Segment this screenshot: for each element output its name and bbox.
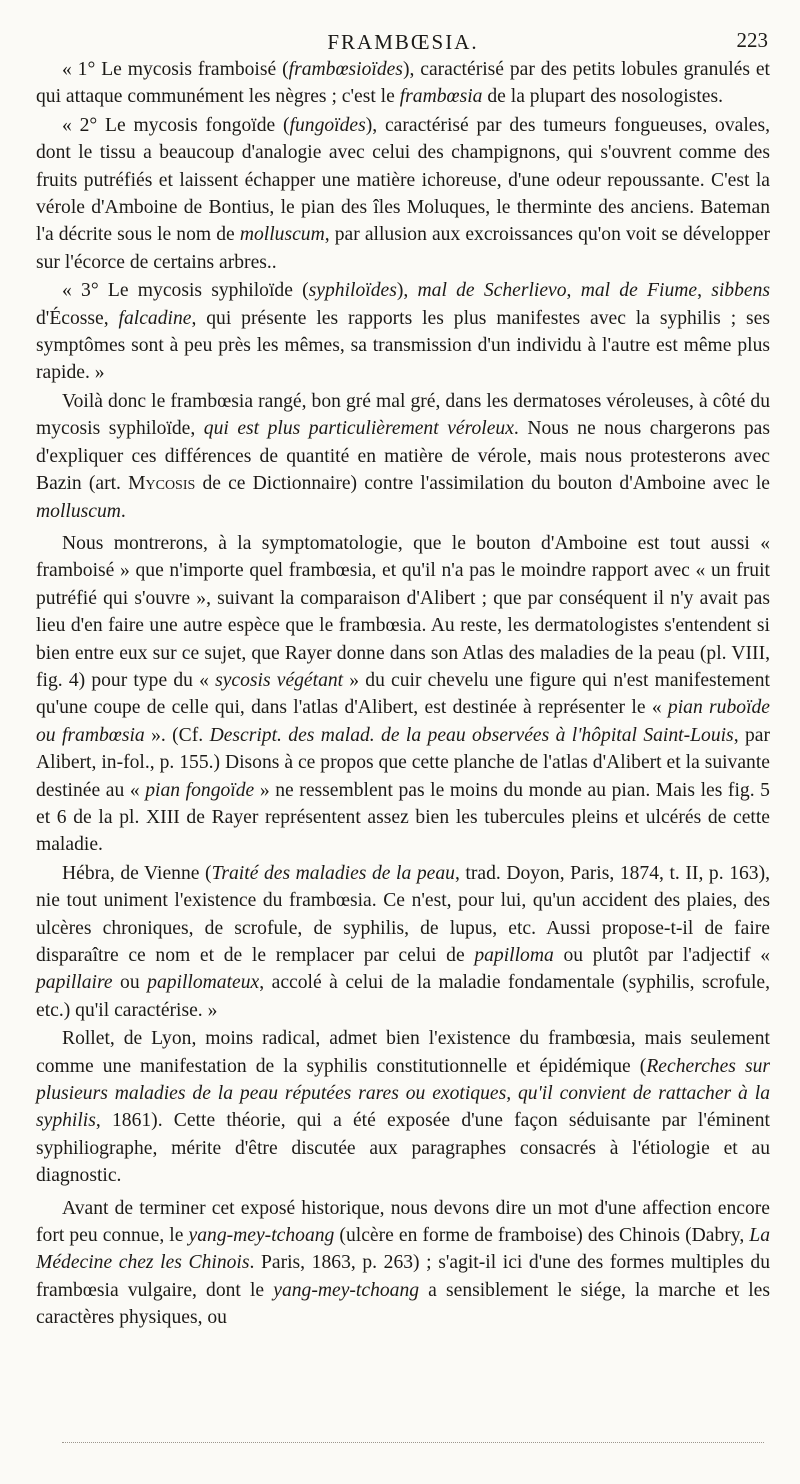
paragraph-yang-mey-tchoang bbox=[36, 1195, 770, 1332]
paragraph-mycosis-framboise bbox=[36, 56, 770, 111]
italic-run: qui est plus particulièrement véroleux bbox=[203, 418, 514, 440]
text-run: « 2° Le mycosis fongoïde ( bbox=[62, 114, 290, 136]
italic-run: papillaire bbox=[36, 972, 113, 994]
text-run: Nous montrerons, à la symptomatologie, que le bouton d'Amboine est tout aussi « framboisé » que n'importe quel frambœsia, et qu'il n'a pas le moindre rapport avec « un fruit putréfié qui s'ouvre », suivant la comparaison d'Alibert ; que par conséquent il n'y avait pas lieu d'en faire une autre espèce que le frambœsia. Au reste, les dermatologistes s'entendent si bien entre eux sur ce sujet, que Rayer donne dans son Atlas des maladies de la peau (pl. VIII, fig. 4) pour type du « bbox=[36, 532, 770, 691]
text-run: ou plutôt par l'adjectif « bbox=[553, 945, 770, 966]
body-text bbox=[36, 56, 770, 1332]
text-run: , par allusion aux excroissances qu'on voit se développer sur l'écorce de certains arbres.. bbox=[36, 224, 770, 273]
text-run: ), bbox=[396, 280, 418, 302]
text-run: , bbox=[697, 280, 712, 302]
italic-run: mal de Scherlievo bbox=[417, 280, 567, 302]
text-run: , qui présente les rapports les plus manifestes avec la syphilis ; ses symptômes sont à peu près les mêmes, sa transmission d'un individu à l'autre est même plus rapide. » bbox=[36, 307, 770, 384]
paragraph-rollet bbox=[36, 1025, 770, 1189]
italic-run: pian fongoïde bbox=[145, 779, 255, 801]
text-run: de la plupart des nosologistes. bbox=[482, 86, 723, 108]
italic-run: frambœsioïdes bbox=[288, 59, 403, 80]
text-run: ». (Cf. bbox=[144, 724, 210, 746]
footer-dotted-rule bbox=[62, 1442, 764, 1443]
text-run: » du cuir chevelu une figure qui n'est manifestement qu'une coupe de celle qui, dans l'atlas d'Alibert, est destinée à représenter le « bbox=[36, 669, 770, 719]
paragraph-mycosis-syphiloide bbox=[36, 277, 770, 387]
text-run: « 1° Le mycosis framboisé ( bbox=[62, 59, 289, 80]
text-run: , bbox=[566, 280, 581, 302]
italic-run: papilloma bbox=[474, 945, 554, 966]
text-run: « 3° Le mycosis syphiloïde ( bbox=[62, 280, 309, 302]
text-run: ), caractérisé par des tumeurs fongueuses, ovales, dont le tissu a beaucoup d'analogie avec celui des champignons, qui s'ouvrent comme des fruits putréfiés et laissent échapper une matière ichoreuse, d'une odeur repoussante. C'est la vérole d'Amboine de Bontius, le pian des îles Moluques, le therminte des anciens. Bateman l'a décrite sous le nom de bbox=[36, 114, 770, 246]
text-run: Avant de terminer cet exposé historique, nous devons dire un mot d'une affection encore fort peu connue, le bbox=[36, 1197, 770, 1247]
text-run: Rollet, de Lyon, moins radical, admet bien l'existence du frambœsia, mais seulement comme une manifestation de la syphilis constitutionnelle et épidémique ( bbox=[36, 1028, 770, 1077]
italic-run: molluscum bbox=[36, 500, 121, 522]
italic-run: Traité des maladies de la peau bbox=[211, 862, 455, 884]
paragraph-hebra bbox=[36, 860, 770, 1024]
text-run: Hébra, de Vienne ( bbox=[62, 862, 212, 884]
text-run: , 1861). Cette théorie, qui a été exposée d'une façon séduisante par l'éminent syphiliographe, mérite d'être discutée aux paragraphes consacrés à l'étiologie et au diagnostic. bbox=[36, 1110, 770, 1187]
italic-run: pian ruboïde ou frambœsia bbox=[36, 697, 771, 746]
text-run: a sensiblement le siége, la marche et les caractères physiques, ou bbox=[36, 1279, 770, 1329]
text-run: , trad. Doyon, Paris, 1874, t. II, p. 163), nie tout uniment l'existence du frambœsia. Ce n'est, pour lui, qu'un accident des plaies, des ulcères chroniques, de scrofule, de syphilis, de lupus, etc. Aussi propose-t-il de faire disparaître ce nom et de le remplacer par celui de bbox=[36, 862, 771, 966]
page-number: 223 bbox=[736, 28, 768, 52]
text-run: de ce Dictionnaire) contre l'assimilation du bouton d'Amboine avec le bbox=[195, 473, 770, 495]
italic-run: frambœsia bbox=[399, 86, 483, 108]
small-caps-run: Mycosis bbox=[128, 473, 196, 495]
italic-run: falcadine bbox=[118, 307, 192, 329]
italic-run: molluscum bbox=[239, 224, 325, 246]
running-title: FRAMBŒSIA. bbox=[327, 30, 479, 54]
text-run: ), caractérisé par des petits lobules granulés et qui attaque communément les nègres ; c'est le bbox=[36, 59, 770, 108]
text-run: . Paris, 1863, p. 263) ; s'agit-il ici d'une des formes multiples du frambœsia vulgaire, dont le bbox=[36, 1252, 770, 1301]
italic-run: sibbens bbox=[711, 280, 771, 302]
text-run: (ulcère en forme de framboise) des Chinois (Dabry, bbox=[334, 1225, 750, 1247]
italic-run: La Médecine chez les Chinois bbox=[36, 1225, 770, 1274]
italic-run: Recherches sur plusieurs maladies de la peau réputées rares ou exotiques, qu'il convient de rattacher à la syphilis bbox=[36, 1055, 770, 1132]
text-run: d'Écosse, bbox=[36, 307, 119, 329]
paragraph-symptomatologie bbox=[36, 530, 770, 859]
text-run: , accolé à celui de la maladie fondamentale (syphilis, scrofule, etc.) qu'il caractérise. » bbox=[36, 972, 771, 1021]
text-run: . Nous ne nous chargerons pas d'expliquer ces différences de quantité en matière de vérole, mais nous protesterons avec Bazin (art. bbox=[36, 418, 770, 495]
running-head bbox=[36, 22, 770, 52]
italic-run: mal de Fiume bbox=[580, 280, 698, 302]
paragraph-mycosis-fongoide bbox=[36, 112, 770, 276]
text-run: » ne ressemblent pas le moins du monde au pian. Mais les fig. 5 et 6 de la pl. XIII de Rayer représentent assez bien les tubercules pleins et ulcérés de cette maladie. bbox=[36, 779, 770, 856]
paragraph-frambœsia-range bbox=[36, 388, 770, 525]
italic-run: sycosis végétant bbox=[215, 669, 344, 691]
text-run: . bbox=[120, 500, 126, 522]
text-run: ou bbox=[112, 972, 148, 994]
italic-run: papillomateux bbox=[147, 972, 260, 994]
text-run: Voilà donc le frambœsia rangé, bon gré mal gré, dans les dermatoses véroleuses, à côté du mycosis syphiloïde, bbox=[36, 390, 770, 440]
italic-run: syphiloïdes bbox=[308, 280, 397, 302]
italic-run: yang-mey-tchoang bbox=[188, 1225, 335, 1247]
text-run: , par Alibert, in-fol., p. 155.) Disons à ce propos que cette planche de l'atlas d'Alibert et la suivante destinée au « bbox=[36, 724, 770, 801]
italic-run: fungoïdes bbox=[289, 114, 366, 136]
italic-run: Descript. des malad. de la peau observées à l'hôpital Saint-Louis bbox=[209, 724, 734, 746]
italic-run: yang-mey-tchoang bbox=[273, 1279, 420, 1301]
